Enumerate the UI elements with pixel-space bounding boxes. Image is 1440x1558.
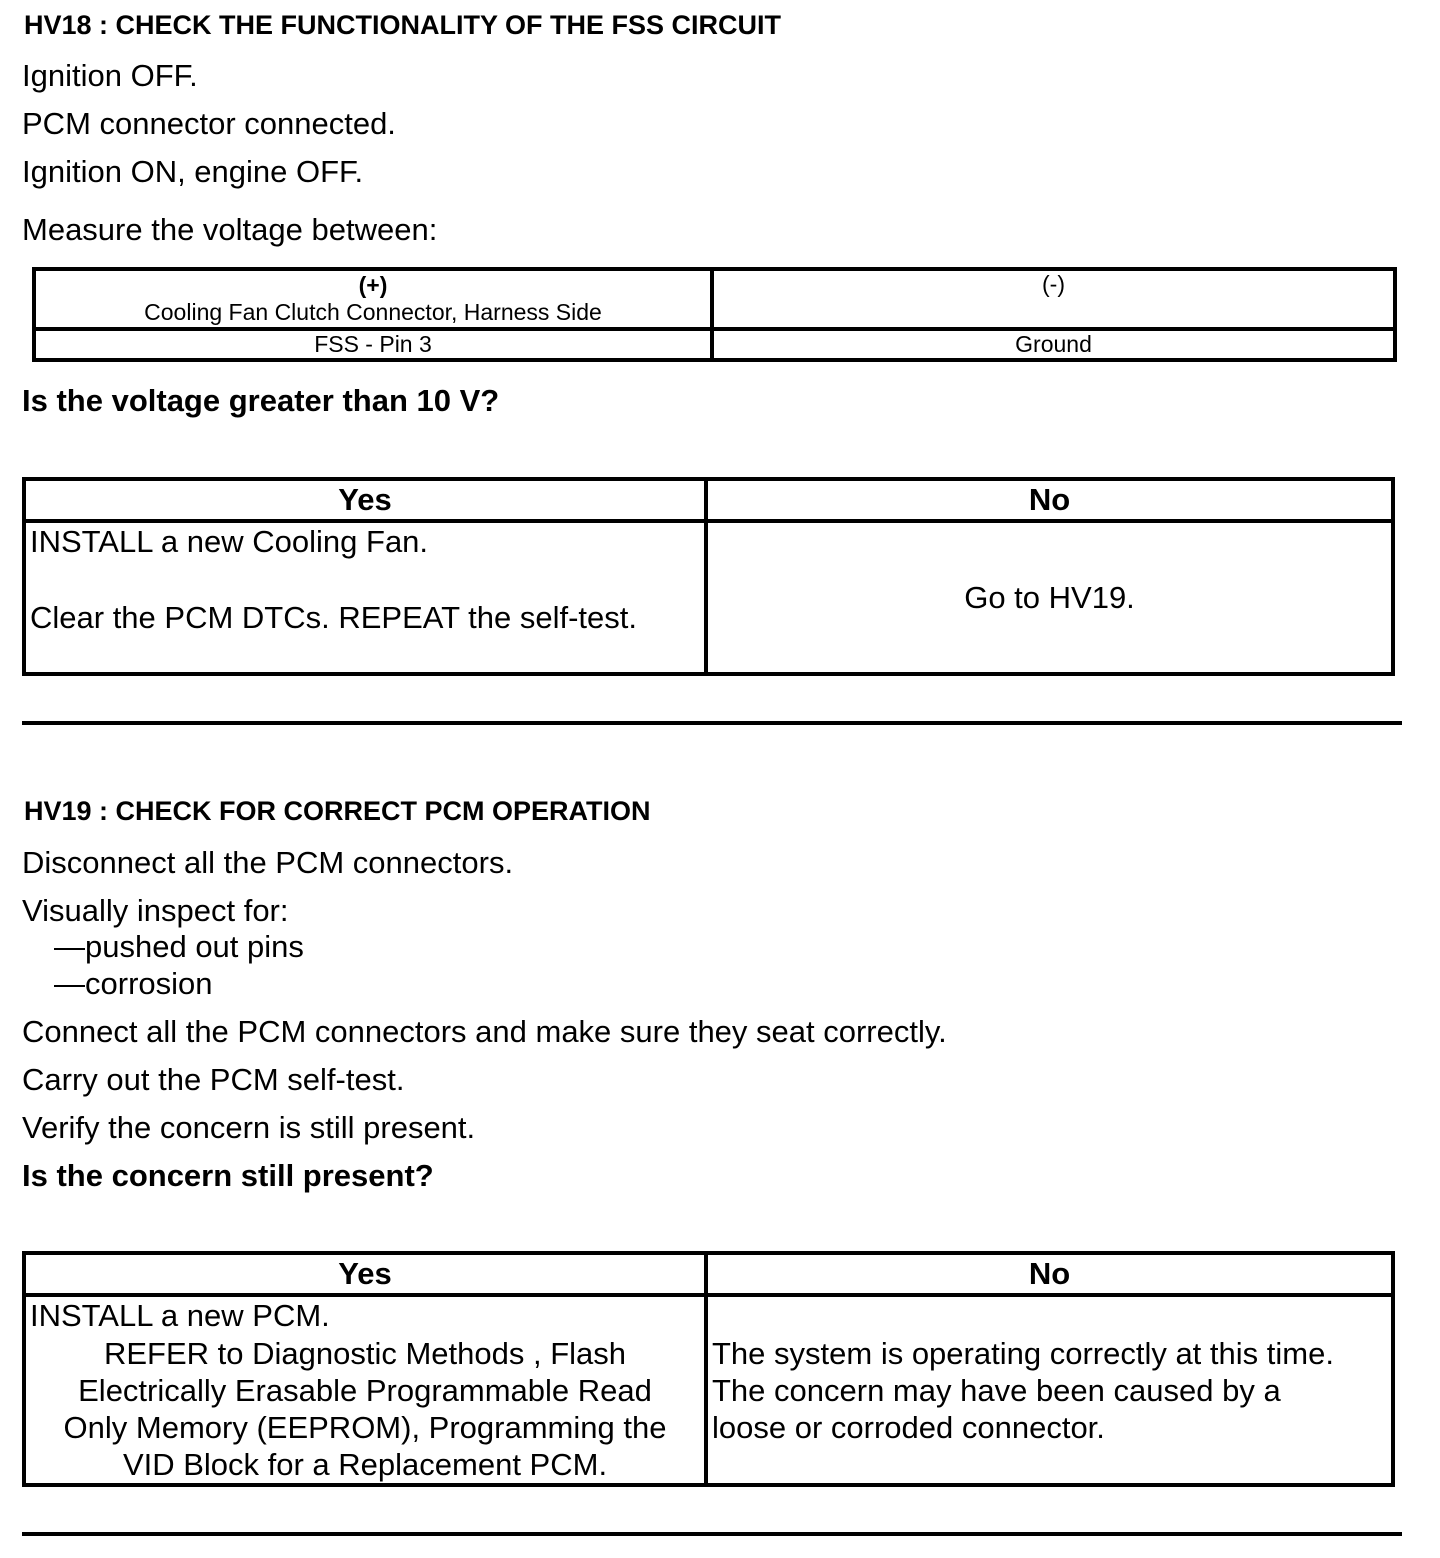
hv19-yes-refer-line: Only Memory (EEPROM), Programming the (63, 1410, 667, 1445)
hv19-yes-header: Yes (24, 1253, 706, 1295)
hv18-no-header: No (706, 479, 1393, 521)
hv19-heading: HV19 : CHECK FOR CORRECT PCM OPERATION (24, 796, 651, 826)
hv19-step-disconnect: Disconnect all the PCM connectors. (22, 845, 514, 880)
hv19-yes-refer-line: Electrically Erasable Programmable Read (78, 1373, 652, 1408)
hv19-step-verify: Verify the concern is still present. (22, 1110, 476, 1145)
hv19-question: Is the concern still present? (22, 1158, 434, 1193)
hv18-yes-install: INSTALL a new Cooling Fan. (30, 524, 429, 559)
hv19-bullet-pushed-pins: —pushed out pins (54, 929, 304, 964)
hv19-yes-refer-line: REFER to Diagnostic Methods , Flash (103, 1336, 627, 1371)
hv19-no-cell (706, 1295, 1393, 1485)
hv19-bullet-corrosion: —corrosion (54, 966, 213, 1001)
hv19-no-text-block (708, 1335, 1391, 1446)
hv19-no-header: No (706, 1253, 1393, 1295)
hv19-step-self-test: Carry out the PCM self-test. (22, 1062, 405, 1097)
voltage-plus-subheader: Cooling Fan Clutch Connector, Harness Side (144, 299, 602, 325)
hv18-measure-text: Measure the voltage between: (22, 212, 438, 247)
hv18-yes-cell (24, 521, 706, 674)
hv19-no-line: loose or corroded connector. (712, 1410, 1105, 1445)
section-divider-bottom (22, 1532, 1402, 1536)
voltage-plus-value: FSS - Pin 3 (34, 329, 712, 360)
hv18-heading: HV18 : CHECK THE FUNCTIONALITY OF THE FSS CIRCUIT (24, 10, 782, 40)
voltage-minus-value: Ground (712, 329, 1395, 360)
hv18-result-table (22, 477, 1395, 676)
hv19-yes-refer-line: VID Block for a Replacement PCM. (122, 1447, 608, 1482)
hv19-yes-cell (24, 1295, 706, 1485)
voltage-plus-header-cell (34, 269, 712, 329)
hv18-yes-clear-dtcs: Clear the PCM DTCs. REPEAT the self-test. (30, 600, 637, 635)
hv19-yes-install-pcm: INSTALL a new PCM. (30, 1298, 330, 1333)
hv18-step-ignition-on: Ignition ON, engine OFF. (22, 154, 364, 189)
hv19-yes-refer-block (26, 1335, 704, 1483)
hv18-question: Is the voltage greater than 10 V? (22, 383, 500, 418)
section-divider (22, 721, 1402, 725)
hv19-no-line: The system is operating correctly at this time. (712, 1336, 1334, 1371)
hv18-no-goto-hv19: Go to HV19. (706, 521, 1393, 674)
hv18-step-pcm-connected: PCM connector connected. (22, 106, 396, 141)
voltage-minus-header: (-) (1042, 271, 1065, 297)
hv18-yes-header: Yes (24, 479, 706, 521)
hv18-voltage-table (32, 267, 1397, 362)
hv19-inspect-text: Visually inspect for: (22, 893, 289, 928)
hv18-step-ignition-off: Ignition OFF. (22, 58, 198, 93)
hv19-no-line: The concern may have been caused by a (712, 1373, 1281, 1408)
hv19-result-table (22, 1251, 1395, 1487)
hv19-step-connect: Connect all the PCM connectors and make sure they seat correctly. (22, 1014, 947, 1049)
voltage-plus-header: (+) (358, 272, 388, 298)
voltage-minus-header-cell (712, 269, 1395, 329)
